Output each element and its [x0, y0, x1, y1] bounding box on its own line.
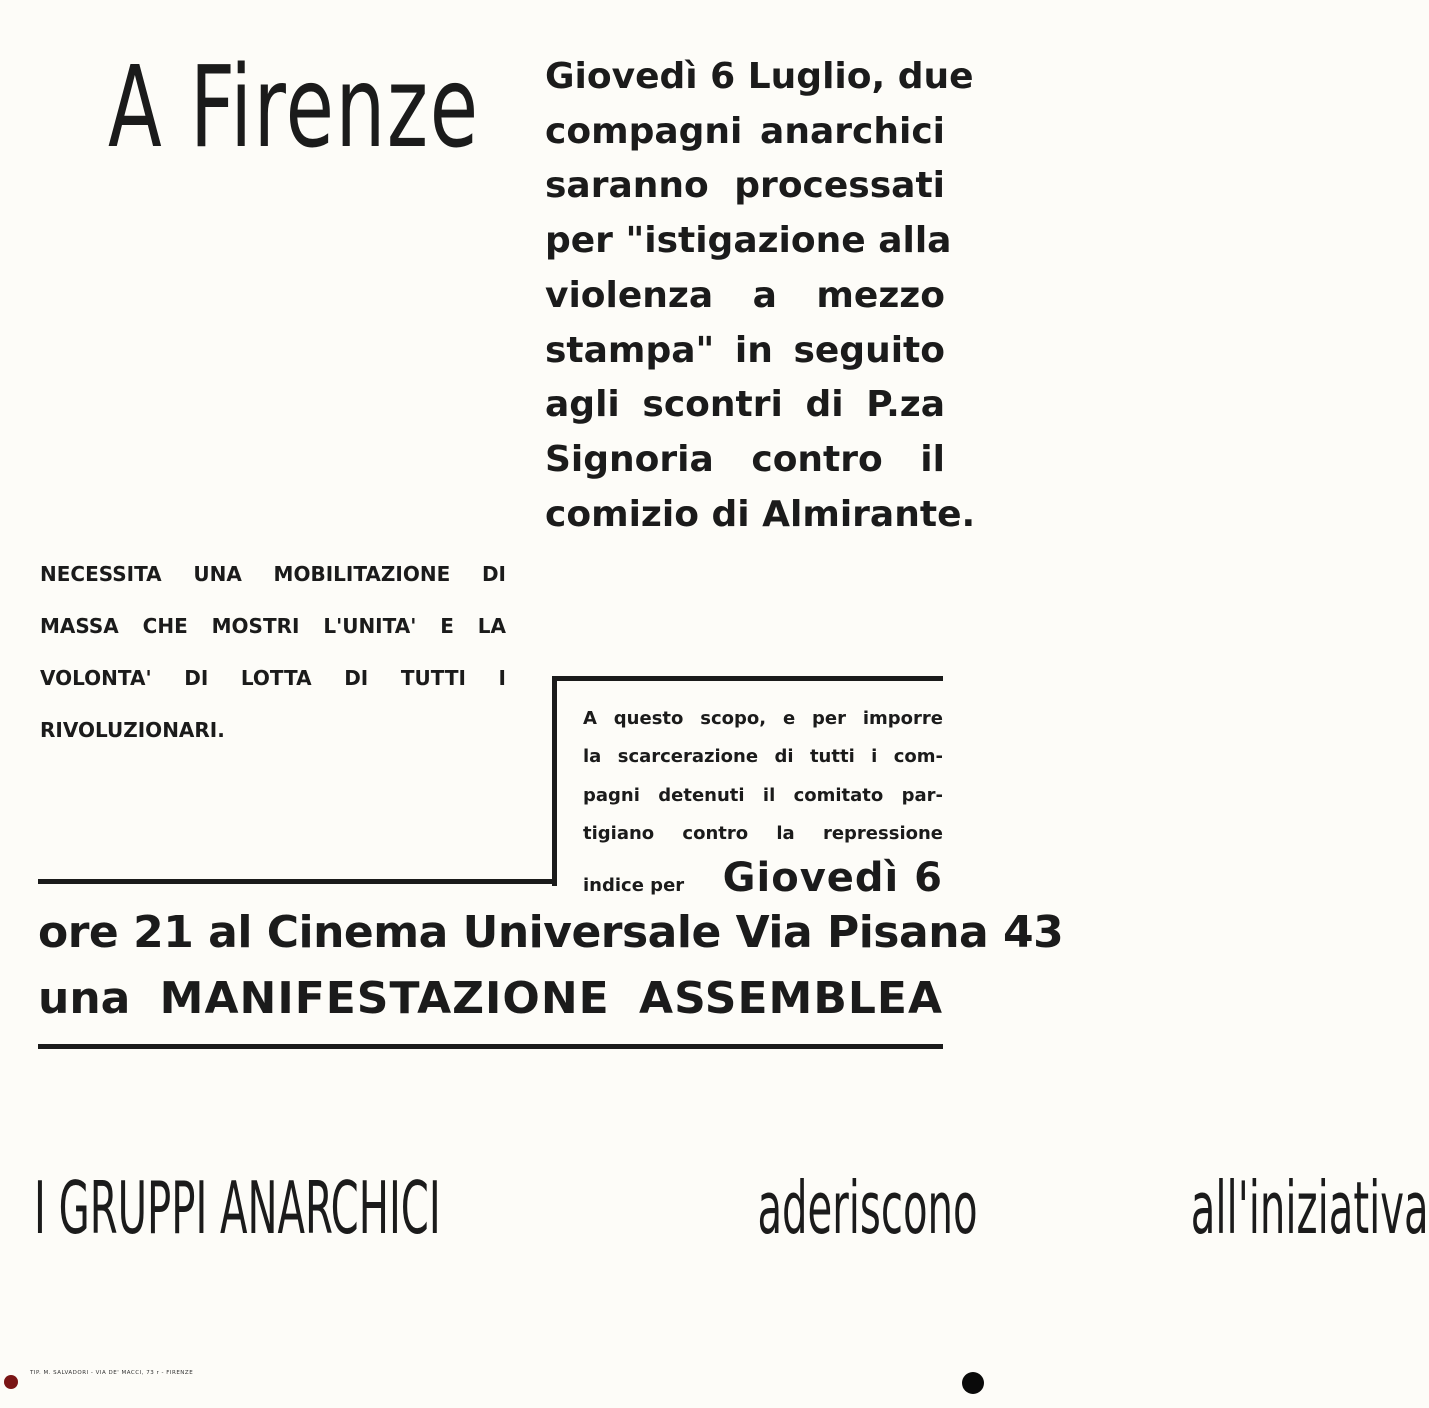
event-time-place: ore 21 al Cinema Universale Via Pisana 43: [38, 907, 1064, 958]
adhesion-groups: I GRUPPI ANARCHICI: [34, 1166, 441, 1250]
ink-mark: [4, 1375, 18, 1389]
vertical-rule: [552, 676, 557, 886]
purpose-paragraph: [583, 700, 943, 854]
headline-line: stampa" in seguito: [545, 329, 945, 371]
mobilization-line: VOLONTA' DI LOTTA DI TUTTI I: [40, 666, 506, 690]
headline-line: agli scontri di P.za: [545, 384, 945, 426]
event-word-manifestazione: MANIFESTAZIONE: [159, 973, 610, 1024]
mobilization-line: RIVOLUZIONARI.: [40, 718, 225, 742]
adhesion-verb: aderiscono: [757, 1166, 978, 1250]
purpose-line: la scarcerazione di tutti i com-: [583, 746, 943, 768]
purpose-line: tigiano contro la repressione: [583, 823, 943, 845]
event-word-assemblea: ASSEMBLEA: [639, 973, 943, 1024]
headline-line: compagni anarchici: [545, 110, 945, 152]
mid-rule-left: [38, 879, 555, 884]
event-prefix: una: [38, 973, 131, 1024]
purpose-line: A questo scopo, e per imporre: [583, 708, 943, 729]
bottom-rule: [38, 1044, 943, 1049]
mobilization-line: NECESSITA UNA MOBILITAZIONE DI: [40, 562, 506, 586]
headline-line: per "istigazione alla: [545, 220, 952, 262]
printer-imprint: TIP. M. SALVADORI - VIA DE' MACCI, 73 r - FIRENZE: [30, 1370, 194, 1376]
headline-line: Signoria contro il: [545, 438, 945, 480]
adhesion-line: [34, 1160, 1429, 1256]
headline-line: saranno processati: [545, 165, 945, 207]
headline-line: comizio di Almirante.: [545, 493, 976, 535]
event-date: Giovedì 6: [722, 855, 943, 901]
headline-line: Giovedì 6 Luglio, due: [545, 56, 974, 97]
mobilization-paragraph: [40, 548, 506, 756]
headline-line: violenza a mezzo: [545, 274, 945, 316]
top-rule-right: [555, 676, 943, 681]
indice-label: indice per: [583, 875, 685, 896]
adhesion-object: all'iniziativa: [1190, 1166, 1429, 1250]
ink-mark: [962, 1372, 984, 1394]
mobilization-line: MASSA CHE MOSTRI L'UNITA' E LA: [40, 614, 506, 638]
poster-title: A Firenze: [108, 43, 480, 173]
headline-block: [545, 50, 976, 542]
purpose-line: pagni detenuti il comitato par-: [583, 784, 943, 806]
event-type: [38, 966, 943, 1032]
